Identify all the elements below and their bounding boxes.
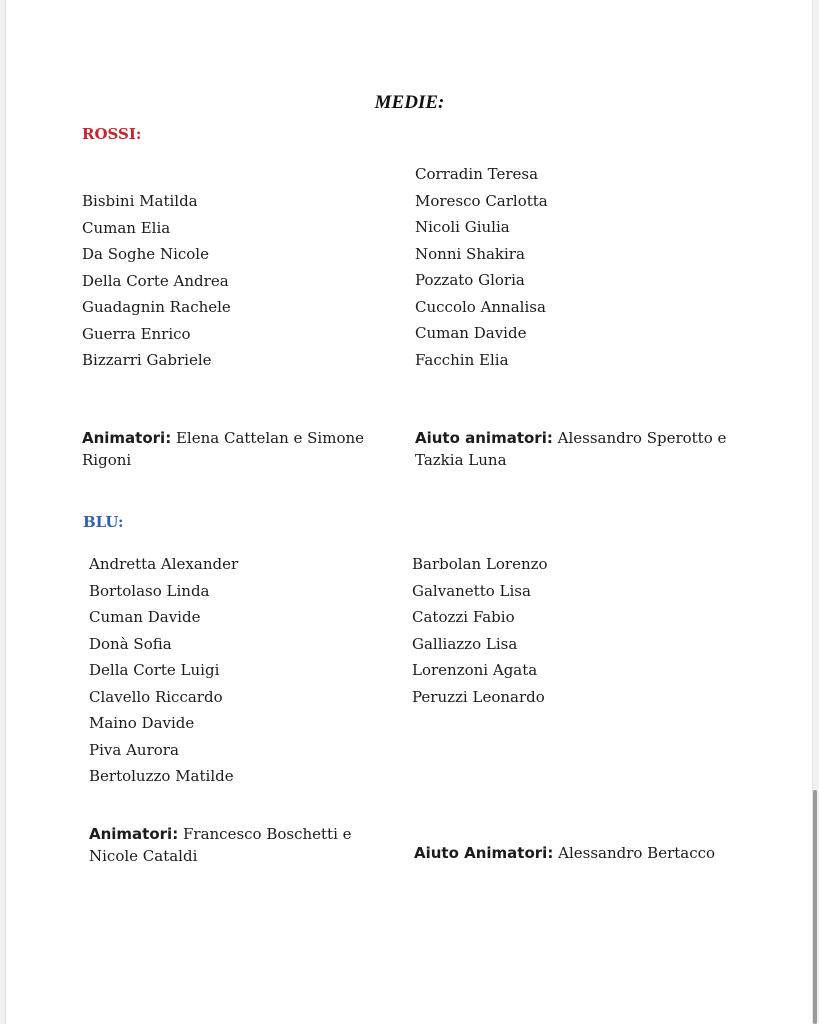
- rossi-right-list: [415, 161, 548, 373]
- list-item: Lorenzoni Agata: [412, 661, 538, 679]
- page-title: MEDIE:: [374, 92, 445, 113]
- list-item: Catozzi Fabio: [412, 608, 515, 626]
- list-item: Donà Sofia: [89, 634, 172, 653]
- animatori-label: Animatori:: [82, 429, 172, 447]
- blu-animatori: [89, 823, 389, 867]
- list-item: Piva Aurora: [89, 740, 179, 759]
- list-item: Cuccolo Annalisa: [415, 297, 546, 316]
- list-item: Galvanetto Lisa: [412, 581, 531, 600]
- animatori-label: Animatori:: [89, 825, 179, 843]
- aiuto-animatori-label: Aiuto animatori:: [415, 429, 553, 447]
- list-item: Bortolaso Linda: [89, 581, 210, 600]
- blu-heading: BLU:: [83, 513, 124, 531]
- list-item: Cuman Elia: [82, 218, 171, 237]
- list-item: Della Corte Andrea: [82, 271, 229, 290]
- list-item: Moresco Carlotta: [415, 191, 548, 210]
- list-item: Corradin Teresa: [415, 165, 539, 183]
- list-item: Cuman Davide: [415, 324, 527, 342]
- list-item: Bertoluzzo Matilde: [89, 767, 234, 785]
- list-item: Bizzarri Gabriele: [82, 351, 212, 369]
- rossi-animatori: [82, 427, 402, 471]
- list-item: Guerra Enrico: [82, 324, 191, 343]
- document-page: [6, 0, 812, 1024]
- blu-left-list: [89, 551, 238, 790]
- animatori-names: Elena Cattelan e Simone Rigoni: [82, 429, 365, 469]
- rossi-aiuto-animatori: [415, 427, 745, 471]
- aiuto-animatori-names: Alessandro Sperotto e Tazkia Luna: [415, 429, 727, 469]
- list-item: Galliazzo Lisa: [412, 634, 518, 653]
- list-item: Cuman Davide: [89, 608, 201, 626]
- list-item: Da Soghe Nicole: [82, 245, 209, 263]
- list-item: Barbolan Lorenzo: [412, 555, 548, 573]
- list-item: Nicoli Giulia: [415, 218, 510, 236]
- blu-right-list: [412, 551, 548, 710]
- list-item: Della Corte Luigi: [89, 661, 220, 679]
- scrollbar[interactable]: [813, 790, 817, 1024]
- list-item: Peruzzi Leonardo: [412, 687, 545, 706]
- list-item: Nonni Shakira: [415, 244, 525, 263]
- aiuto-animatori-names: Alessandro Bertacco: [558, 844, 716, 862]
- list-item: Guadagnin Rachele: [82, 298, 231, 316]
- rossi-heading: ROSSI:: [82, 125, 142, 143]
- list-item: Facchin Elia: [415, 350, 509, 369]
- list-item: Andretta Alexander: [89, 555, 239, 573]
- rossi-left-list: [82, 188, 231, 374]
- animatori-names: Francesco Boschetti e Nicole Cataldi: [89, 825, 352, 865]
- list-item: Clavello Riccardo: [89, 687, 223, 706]
- blu-aiuto-animatori: [414, 842, 774, 864]
- aiuto-animatori-label: Aiuto Animatori:: [414, 844, 554, 862]
- list-item: Maino Davide: [89, 714, 195, 732]
- list-item: Pozzato Gloria: [415, 271, 525, 289]
- list-item: Bisbini Matilda: [82, 192, 198, 210]
